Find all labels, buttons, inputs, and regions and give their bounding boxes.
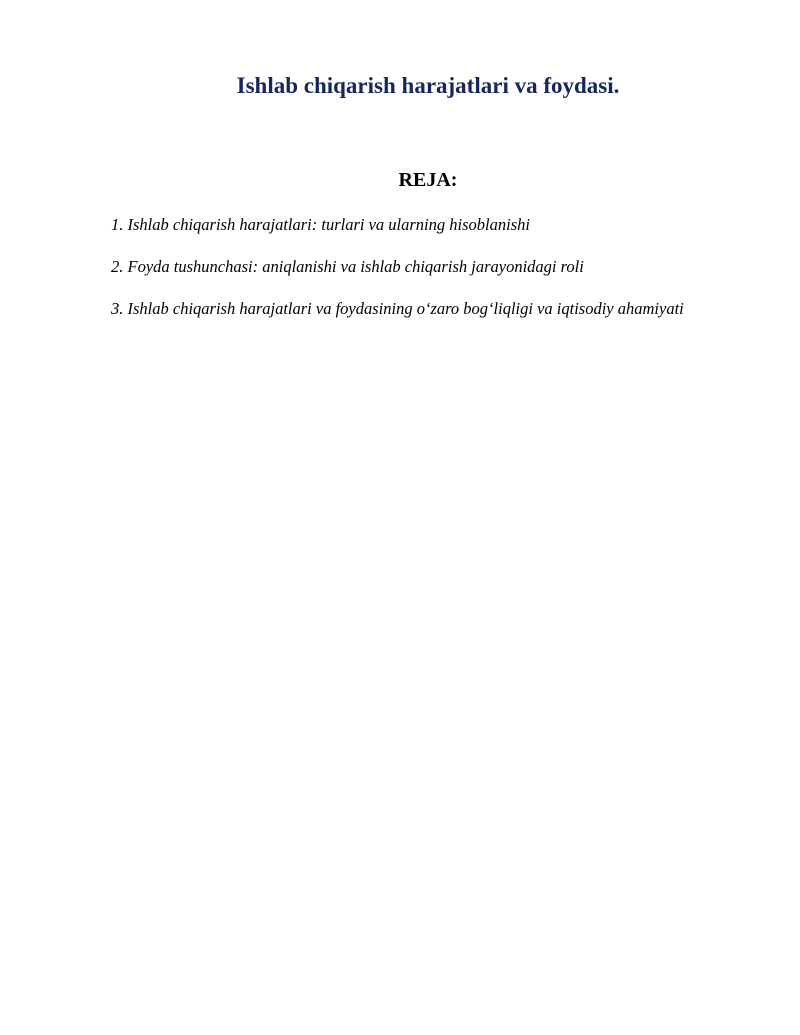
plan-item-2: 2. Foyda tushunchasi: aniqlanishi va ishlab chiqarish jarayonidagi roli — [111, 257, 584, 276]
plan-item-3: 3. Ishlab chiqarish harajatlari va foydasining o‘zaro bog‘liqligi va iqtisodiy ahamiyati — [111, 299, 684, 318]
plan-list — [111, 213, 684, 339]
plan-heading: REJA: — [398, 169, 458, 191]
document-title: Ishlab chiqarish harajatlari va foydasi. — [236, 73, 620, 98]
plan-item-1: 1. Ishlab chiqarish harajatlari: turlari va ularning hisoblanishi — [111, 215, 530, 234]
